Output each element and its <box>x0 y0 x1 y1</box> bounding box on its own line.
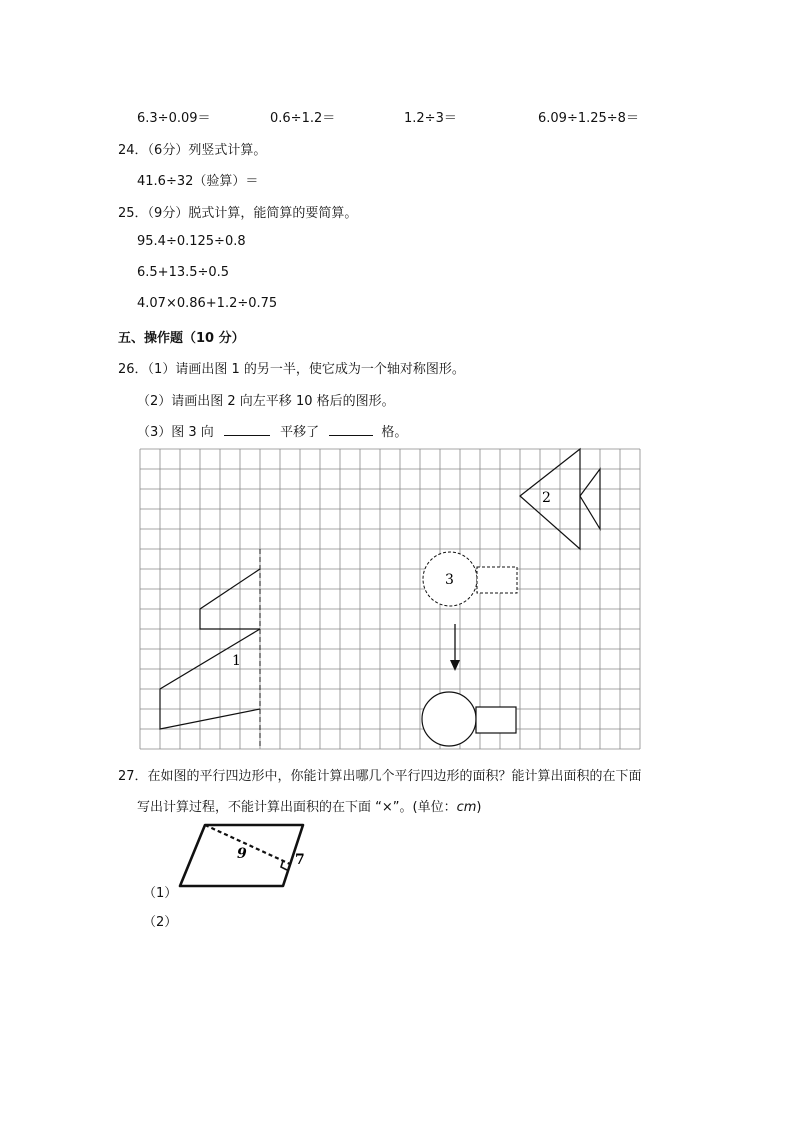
parallelogram-label-9: 9 <box>237 846 247 862</box>
question-27-line-1: 27．在如图的平行四边形中，你能计算出哪几个平行四边形的面积？能计算出面积的在下面 <box>118 769 642 784</box>
figure-1-upper-shape <box>200 569 260 629</box>
figure-3-solid-rect <box>476 707 516 733</box>
figure-2-label: 2 <box>542 490 551 506</box>
figure-3-dashed-rect <box>477 567 517 593</box>
expr-0-6-div-1-2: 0.6÷1.2＝ <box>270 111 336 126</box>
figure-2-tail <box>580 469 600 529</box>
question-25-expression-2: 6.5+13.5÷0.5 <box>137 265 230 280</box>
answer-label-2: （2） <box>143 915 178 930</box>
figure-3-solid-circle <box>422 692 476 746</box>
section-5-title: 五、操作题（10 分） <box>118 331 245 346</box>
expr-6-3-div-0-09: 6.3÷0.09＝ <box>137 111 211 126</box>
figure-3-label: 3 <box>445 572 454 588</box>
question-25-expression-3: 4.07×0.86+1.2÷0.75 <box>137 296 278 311</box>
question-26-part-3-prefix: （3）图 3 向 <box>137 425 214 440</box>
question-25-expression-1: 95.4÷0.125÷0.8 <box>137 234 246 249</box>
question-24-expression: 41.6÷32（验算）＝ <box>137 174 259 189</box>
unit-cm: cm <box>456 800 477 815</box>
question-26-part-3-suffix: 格。 <box>381 425 408 440</box>
answer-label-1: （1） <box>143 886 178 901</box>
question-26-part-3-middle: 平移了 <box>280 425 320 440</box>
figure-1-label: 1 <box>232 653 241 669</box>
question-27-line-2-text: 写出计算过程，不能计算出面积的在下面 “×”。(单位： <box>137 800 457 815</box>
parallelogram-label-7: 7 <box>295 852 305 868</box>
expr-1-2-div-3: 1.2÷3＝ <box>404 111 457 126</box>
height-dashed-line <box>205 825 290 864</box>
question-27-line-2 <box>137 796 481 815</box>
question-26-part-2: （2）请画出图 2 向左平移 10 格后的图形。 <box>137 394 395 409</box>
expr-6-09-div-1-25-div-8: 6.09÷1.25÷8＝ <box>538 111 639 126</box>
question-26-part-1: 26．（1）请画出图 1 的另一半，使它成为一个轴对称图形。 <box>118 362 465 377</box>
question-27-line-2-close: ) <box>476 800 482 815</box>
figure-1-lower-shape <box>160 629 260 729</box>
question-25-title: 25．（9分）脱式计算，能简算的要简算。 <box>118 206 358 221</box>
parallelogram-figure <box>175 822 315 892</box>
question-24-title: 24．（6分）列竖式计算。 <box>118 143 267 158</box>
